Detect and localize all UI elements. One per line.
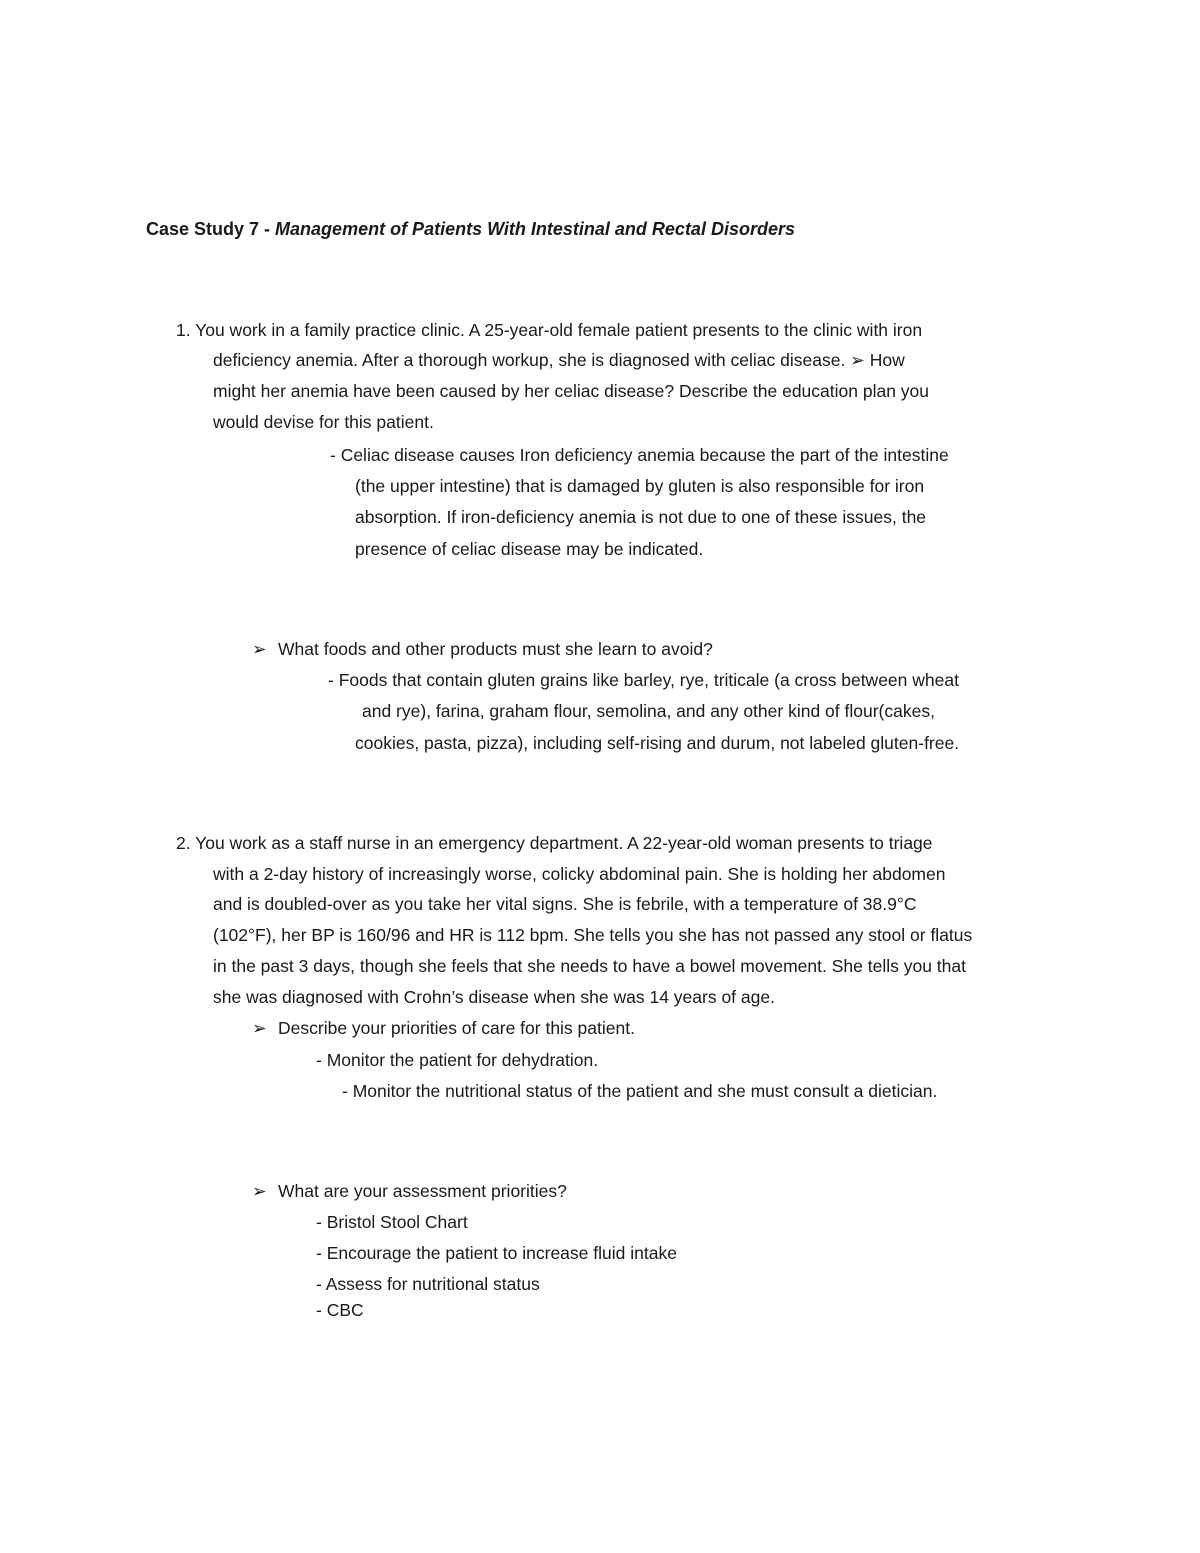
question-line: deficiency anemia. After a thorough workup, she is diagnosed with celiac disease. ➢ How: [213, 350, 905, 370]
answer-line: presence of celiac disease may be indicated.: [355, 539, 704, 559]
answer-line: and rye), farina, graham flour, semolina, and any other kind of flour(cakes,: [362, 701, 935, 721]
question-line: would devise for this patient.: [213, 412, 434, 432]
question-line: and is doubled-over as you take her vital signs. She is febrile, with a temperature of 38.9°C: [213, 894, 917, 914]
question-line: might her anemia have been caused by her celiac disease? Describe the education plan you: [213, 381, 930, 401]
answer-line: - Celiac disease causes Iron deficiency anemia because the part of the intestine: [330, 445, 949, 465]
question-line: You work in a family practice clinic. A 25-year-old female patient presents to the clinic with iron: [195, 320, 923, 340]
followup-question: ➢ Describe your priorities of care for this patient.: [252, 1013, 635, 1044]
question-line: with a 2-day history of increasingly worse, colicky abdominal pain. She is holding her abdomen: [213, 864, 946, 884]
followup-question: ➢ What are your assessment priorities?: [252, 1176, 567, 1207]
arrow-bullet-icon: ➢: [252, 1181, 267, 1201]
followup-question: ➢ What foods and other products must she learn to avoid?: [252, 634, 713, 665]
answer-line: cookies, pasta, pizza), including self-rising and durum, not labeled gluten-free.: [355, 733, 960, 753]
question-number: 2.: [176, 833, 191, 853]
question-line: she was diagnosed with Crohn’s disease when she was 14 years of age.: [213, 987, 775, 1007]
answer-line: - Monitor the nutritional status of the patient and she must consult a dietician.: [342, 1081, 938, 1101]
question-number: 1.: [176, 320, 191, 340]
answer-line: absorption. If iron-deficiency anemia is not due to one of these issues, the: [355, 507, 927, 527]
title-emphasis: Management of Patients With Intestinal and Rectal Disorders: [275, 219, 795, 239]
arrow-bullet-icon: ➢: [252, 1018, 267, 1038]
question-line: You work as a staff nurse in an emergency department. A 22-year-old woman presents to triage: [195, 833, 933, 853]
title-prefix: Case Study 7 -: [146, 219, 276, 239]
answer-line: - CBC: [316, 1300, 364, 1320]
answer-line: (the upper intestine) that is damaged by gluten is also responsible for iron: [355, 476, 925, 496]
question-line: in the past 3 days, though she feels that she needs to have a bowel movement. She tells you that: [213, 956, 966, 976]
answer-line: - Encourage the patient to increase fluid intake: [316, 1243, 677, 1263]
page-title: [146, 214, 795, 245]
arrow-bullet-icon: ➢: [252, 639, 267, 659]
answer-line: - Bristol Stool Chart: [316, 1212, 468, 1232]
answer-line: - Assess for nutritional status: [316, 1274, 540, 1294]
answer-line: - Foods that contain gluten grains like barley, rye, triticale (a cross between wheat: [328, 670, 959, 690]
answer-line: - Monitor the patient for dehydration.: [316, 1050, 599, 1070]
question-line: (102°F), her BP is 160/96 and HR is 112 bpm. She tells you she has not passed any stool or flatus: [213, 925, 973, 945]
